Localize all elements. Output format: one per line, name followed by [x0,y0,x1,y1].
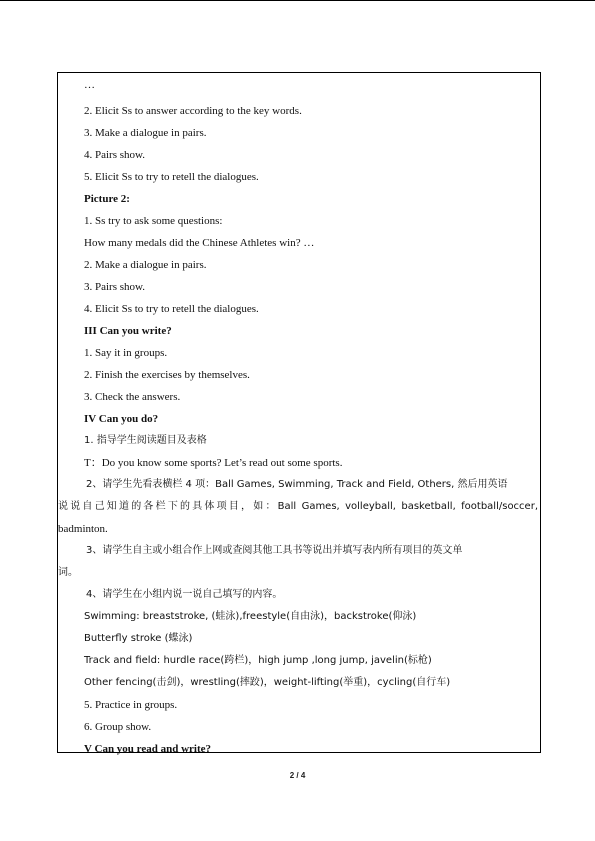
sports-line: Swimming: breaststroke, (蛙泳),freestyle(自由泳)，backstroke(仰泳) [84,611,417,622]
step-line: 3. Make a dialogue in pairs. [84,127,207,139]
section-heading-picture-2: Picture 2: [84,193,130,205]
question-line: How many medals did the Chinese Athletes win? … [84,237,315,249]
sports-line: Track and field: hurdle race(跨栏)，high jump ,long jump, javelin(标枪) [84,655,432,666]
step-line: 5. Practice in groups. [84,699,178,711]
section-heading-write: III Can you write? [84,325,172,337]
step-line: 4. Elicit Ss to try to retell the dialogues. [84,303,259,315]
section-heading-read-write: V Can you read and write? [84,743,212,755]
paragraph-line: 4、请学生在小组内说一说自己填写的内容。 [86,589,283,600]
step-line: 3. Check the answers. [84,391,181,403]
step-line: 3. Pairs show. [84,281,146,293]
paragraph-line: 2、请学生先看表横栏 4 项：Ball Games, Swimming, Track and Field, Others, 然后用英语 [86,479,508,490]
header-rule [0,0,595,1]
step-line: 1. Say it in groups. [84,347,168,359]
page-number: 2 / 4 [289,771,306,780]
sports-line: Other fencing(击剑)，wrestling(摔跤)，weight-lifting(举重)，cycling(自行车) [84,677,451,688]
step-line: 5. Elicit Ss to try to retell the dialogues. [84,171,259,183]
ellipsis-line: … [84,79,95,91]
paragraph-line: 说说自己知道的各栏下的具体项目，如：Ball Games, volleyball, basketball, football/soccer, [58,501,538,512]
step-line: 1. 指导学生阅读题目及表格 [84,435,207,446]
step-line: 4. Pairs show. [84,149,146,161]
step-line: 2. Finish the exercises by themselves. [84,369,250,381]
step-line: 2. Elicit Ss to answer according to the key words. [84,105,302,117]
paragraph-line: 3、请学生自主或小组合作上网或查阅其他工具书等说出并填写表内所有项目的英文单 [86,545,463,556]
step-line: 6. Group show. [84,721,152,733]
teacher-line: T：Do you know some sports? Let’s read out some sports. [84,457,343,469]
paragraph-line: badminton. [58,523,108,535]
step-line: 1. Ss try to ask some questions: [84,215,223,227]
sports-line: Butterfly stroke (蝶泳) [84,633,193,644]
paragraph-line: 词。 [58,567,78,578]
section-heading-do: IV Can you do? [84,413,159,425]
step-line: 2. Make a dialogue in pairs. [84,259,207,271]
